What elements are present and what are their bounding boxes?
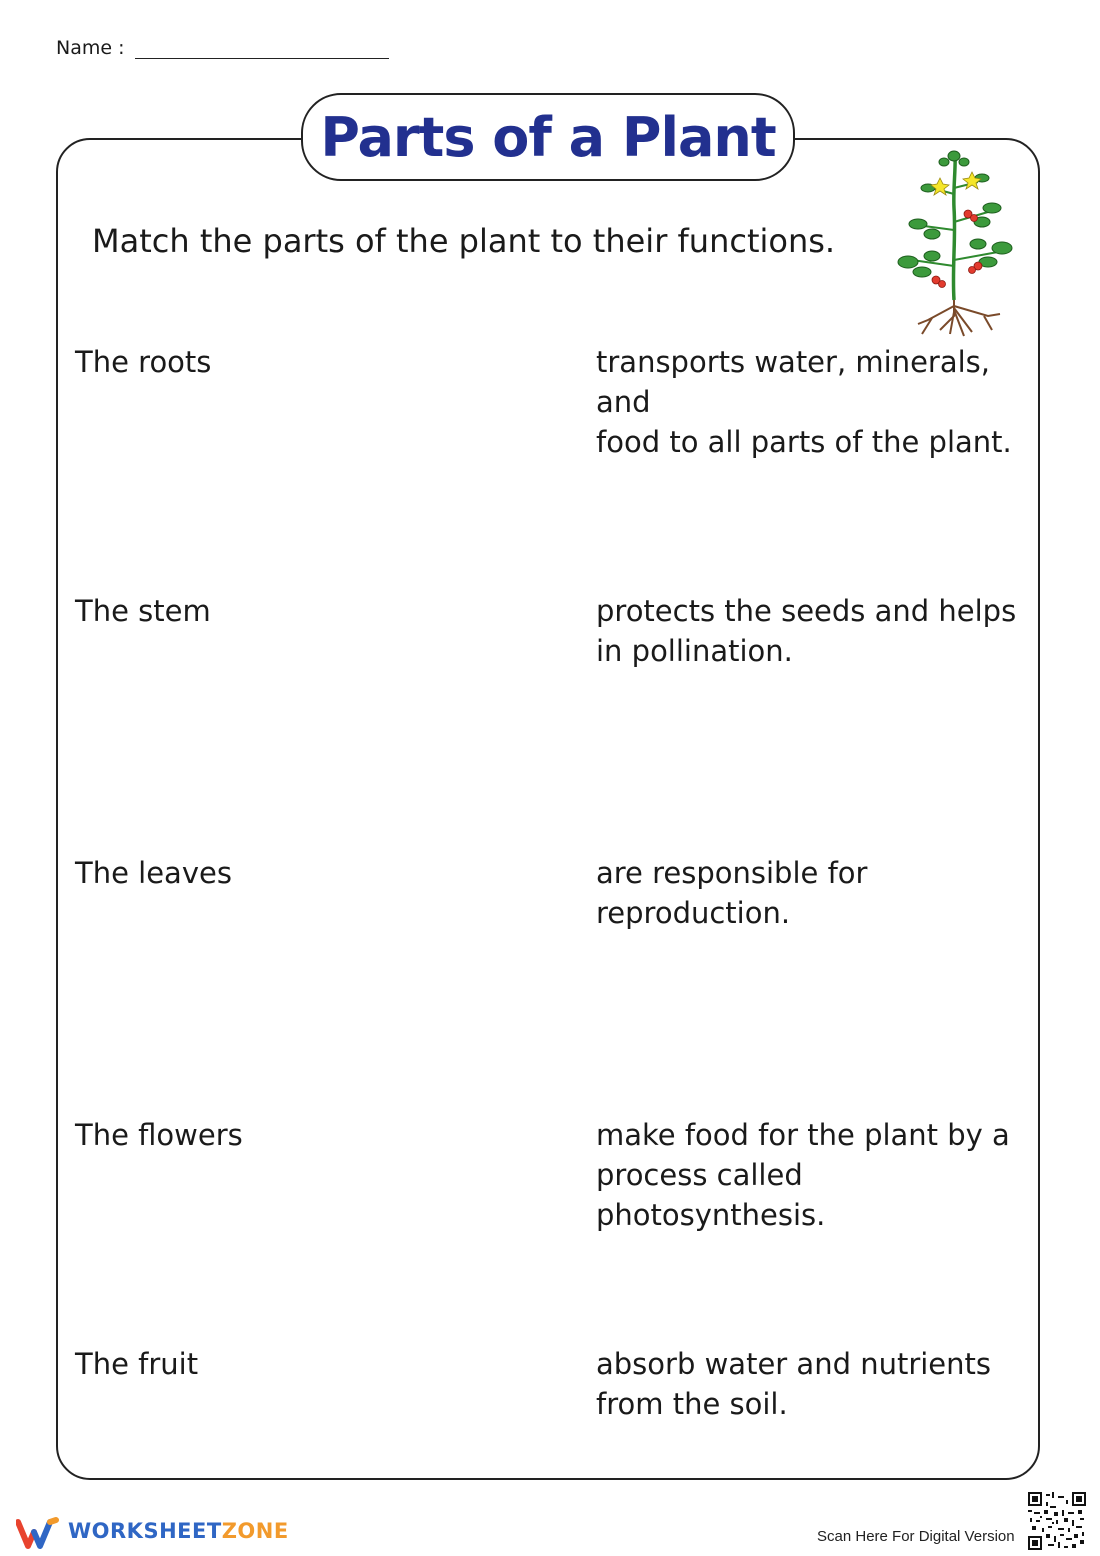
worksheet-frame bbox=[56, 138, 1040, 1480]
function-line: make food for the plant by a bbox=[596, 1118, 1010, 1152]
part-fruit: The fruit bbox=[75, 1347, 199, 1381]
page-title: Parts of a Plant bbox=[320, 105, 776, 169]
function-item bbox=[596, 853, 1036, 933]
function-line: process called photosynthesis. bbox=[596, 1158, 826, 1232]
title-box bbox=[301, 93, 795, 181]
function-line: transports water, minerals, and bbox=[596, 345, 990, 419]
function-item bbox=[596, 342, 1036, 462]
function-line: protects the seeds and helps bbox=[596, 594, 1017, 628]
function-line: food to all parts of the plant. bbox=[596, 425, 1012, 459]
name-label: Name : bbox=[56, 37, 125, 59]
function-line: from the soil. bbox=[596, 1387, 788, 1421]
tomato-plant-illustration bbox=[892, 148, 1016, 338]
function-line: reproduction. bbox=[596, 896, 791, 930]
brand-part-2: ZONE bbox=[221, 1519, 289, 1543]
function-line: absorb water and nutrients bbox=[596, 1347, 992, 1381]
worksheetzone-logo-icon bbox=[16, 1516, 60, 1550]
instructions-text: Match the parts of the plant to their functions. bbox=[92, 222, 836, 260]
function-item bbox=[596, 1344, 1036, 1424]
name-blank-line[interactable] bbox=[135, 36, 389, 59]
brand-name[interactable] bbox=[68, 1519, 289, 1543]
qr-code-icon[interactable] bbox=[1028, 1492, 1086, 1550]
name-field bbox=[56, 36, 389, 59]
part-flowers: The flowers bbox=[75, 1118, 243, 1152]
part-stem: The stem bbox=[75, 594, 211, 628]
scan-instructions: Scan Here For Digital Version bbox=[817, 1528, 1015, 1545]
part-roots: The roots bbox=[75, 345, 212, 379]
brand-part-1: WORKSHEET bbox=[68, 1519, 222, 1543]
function-item bbox=[596, 1115, 1036, 1235]
function-line: in pollination. bbox=[596, 634, 793, 668]
part-leaves: The leaves bbox=[75, 856, 232, 890]
function-item bbox=[596, 591, 1036, 671]
function-line: are responsible for bbox=[596, 856, 868, 890]
